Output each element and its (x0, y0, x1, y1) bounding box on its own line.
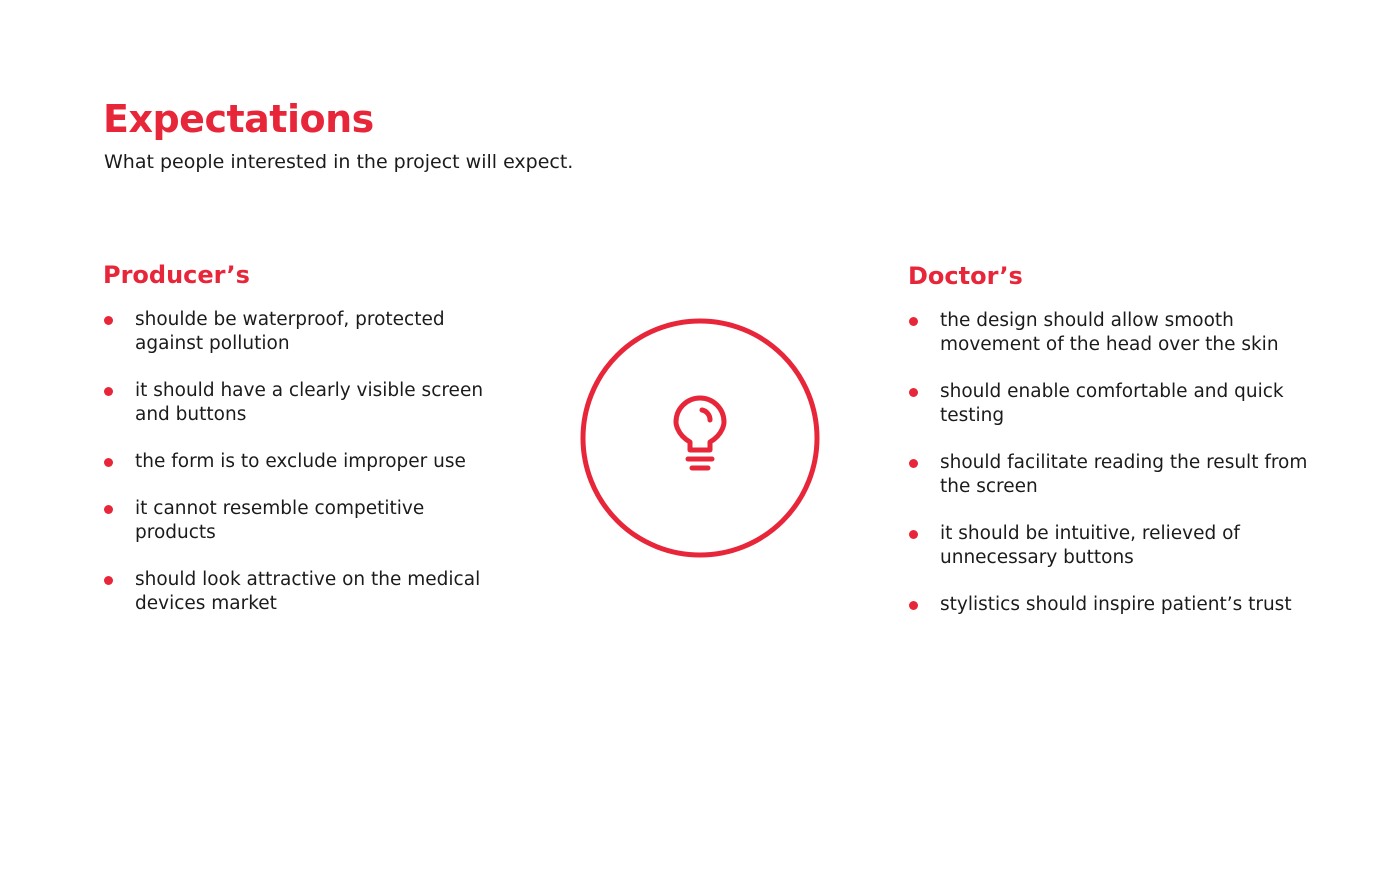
list-item (103, 568, 503, 616)
doctor-heading: Doctor’s (908, 262, 1023, 290)
bullet-dot-icon (104, 458, 113, 467)
producer-list (103, 308, 503, 616)
list-item-text: should enable comfortable and quick testing (940, 381, 1284, 426)
lightbulb-icon (580, 318, 820, 558)
page-title: Expectations (103, 97, 374, 141)
doctor-list (908, 309, 1308, 617)
list-item (908, 451, 1308, 499)
list-item (908, 380, 1308, 428)
list-item-text: stylistics should inspire patient’s trust (940, 594, 1292, 615)
producer-column (103, 258, 503, 639)
bullet-dot-icon (909, 601, 918, 610)
list-item-text: should facilitate reading the result from the screen (940, 452, 1308, 497)
icon-ring (583, 321, 817, 555)
list-item (103, 379, 503, 427)
list-item-text: it should have a clearly visible screen and buttons (135, 380, 484, 425)
list-item-text: the form is to exclude improper use (135, 451, 466, 472)
list-item-text: it cannot resemble competitive products (135, 498, 425, 543)
bullet-dot-icon (104, 505, 113, 514)
list-item (103, 308, 503, 356)
list-item-text: it should be intuitive, relieved of unnecessary buttons (940, 523, 1240, 568)
list-item (908, 309, 1308, 357)
doctor-column (908, 259, 1308, 640)
bullet-dot-icon (104, 316, 113, 325)
list-item-text: the design should allow smooth movement of the head over the skin (940, 310, 1279, 355)
list-item (103, 497, 503, 545)
list-item-text: shoulde be waterproof, protected against pollution (135, 309, 445, 354)
bullet-dot-icon (104, 387, 113, 396)
bullet-dot-icon (909, 317, 918, 326)
list-item (908, 593, 1308, 617)
producer-heading: Producer’s (103, 261, 250, 289)
bullet-dot-icon (104, 576, 113, 585)
list-item-text: should look attractive on the medical devices market (135, 569, 481, 614)
list-item (103, 450, 503, 474)
list-item (908, 522, 1308, 570)
bullet-dot-icon (909, 530, 918, 539)
bullet-dot-icon (909, 388, 918, 397)
lightbulb-glyph (676, 398, 724, 468)
page-subtitle: What people interested in the project will expect. (104, 151, 574, 173)
bullet-dot-icon (909, 459, 918, 468)
